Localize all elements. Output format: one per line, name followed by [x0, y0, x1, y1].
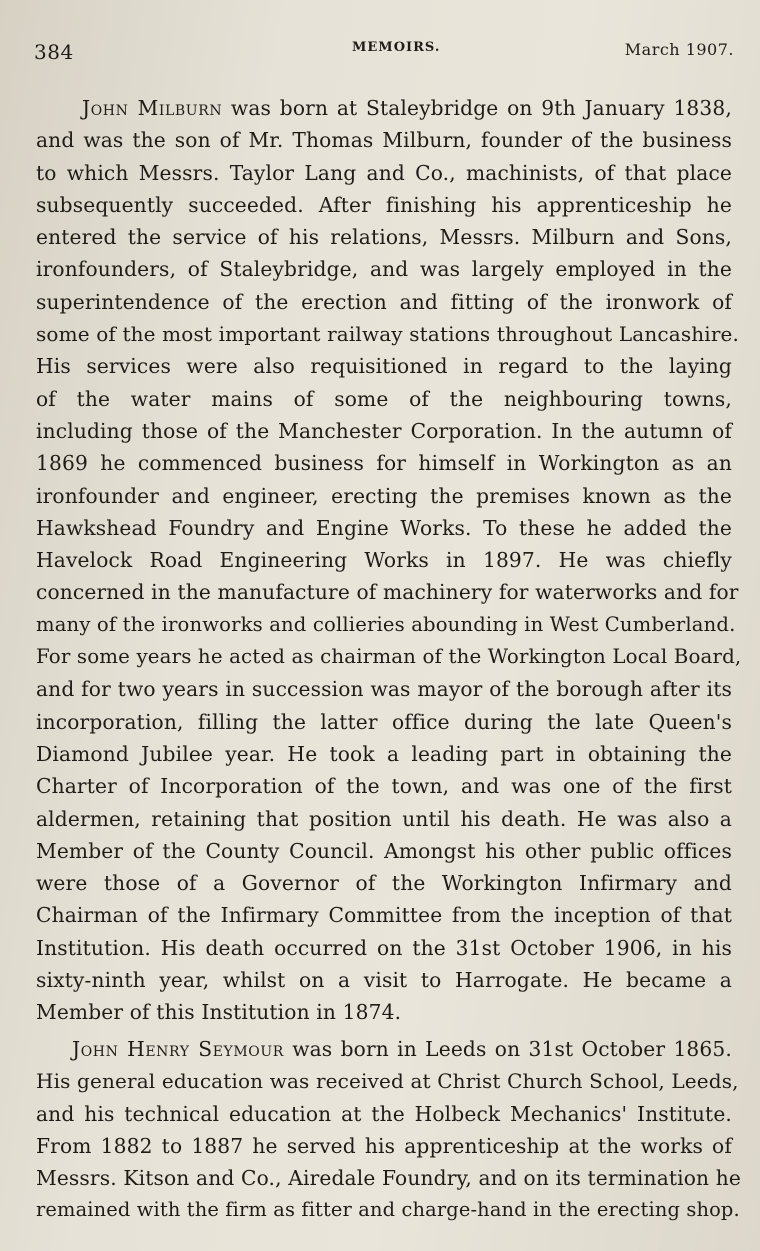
memoir-line: 1869 he commenced business for himself in Workington as an [36, 451, 732, 476]
memoir-line: many of the ironworks and collieries abounding in West Cumberland. [36, 612, 736, 636]
memoir-line: His services were also requisitioned in regard to the laying [36, 354, 732, 379]
memoir-subject-name: John Henry Seymour [72, 1037, 284, 1061]
memoir-line: to which Messrs. Taylor Lang and Co., machinists, of that place [36, 160, 732, 185]
memoir-line: were those of a Governor of the Workington Infirmary and [36, 871, 732, 896]
memoir-line: Messrs. Kitson and Co., Airedale Foundry, and on its termination he [36, 1166, 742, 1191]
running-head [34, 36, 734, 66]
memoir-line: Institution. His death occurred on the 31st October 1906, in his [36, 935, 732, 960]
memoir-line: Member of this Institution in 1874. [36, 1000, 402, 1025]
memoir-line: superintendence of the erection and fitting of the ironwork of [36, 289, 732, 314]
memoir-line: including those of the Manchester Corporation. In the autumn of [36, 418, 732, 443]
memoir-line: Diamond Jubilee year. He took a leading part in obtaining the [36, 741, 732, 766]
running-date: March 1907. [624, 40, 734, 59]
memoir-line: incorporation, filling the latter office during the late Queen's [36, 709, 732, 734]
line-text: was born at Staleybridge on 9th January 1838, [230, 96, 732, 120]
memoir-line: remained with the firm as fitter and charge-hand in the erecting shop. [36, 1198, 740, 1222]
running-title: MEMOIRS. [352, 40, 441, 55]
memoir-john-milburn [36, 92, 742, 1029]
memoir-line: Charter of Incorporation of the town, and was one of the first [36, 774, 732, 799]
line-text: was born in Leeds on 31st October 1865. [292, 1037, 732, 1061]
memoir-line: Chairman of the Infirmary Committee from the inception of that [36, 903, 732, 928]
memoir-line: subsequently succeeded. After finishing his apprenticeship he [36, 192, 732, 217]
memoir-line: some of the most important railway stations throughout Lancashire. [36, 322, 740, 347]
memoir-subject-name: John Milburn [82, 96, 223, 120]
memoir-line: concerned in the manufacture of machinery for waterworks and for [36, 580, 739, 605]
memoir-line: and his technical education at the Holbeck Mechanics' Institute. [36, 1101, 732, 1126]
memoir-line: of the water mains of some of the neighbouring towns, [36, 386, 732, 411]
memoir-line: and was the son of Mr. Thomas Milburn, founder of the business [36, 128, 732, 153]
memoir-line: Member of the County Council. Amongst his other public offices [36, 838, 732, 863]
memoir-john-henry-seymour [36, 1033, 742, 1227]
memoir-line: Havelock Road Engineering Works in 1897. He was chiefly [36, 548, 732, 573]
memoir-line: sixty-ninth year, whilst on a visit to Harrogate. He became a [36, 968, 732, 993]
memoir-line: entered the service of his relations, Messrs. Milburn and Sons, [36, 225, 732, 250]
memoir-line: His general education was received at Christ Church School, Leeds, [36, 1069, 739, 1094]
page-number: 384 [34, 40, 74, 64]
memoir-line: aldermen, retaining that position until his death. He was also a [36, 806, 732, 831]
memoir-line [36, 92, 732, 124]
memoir-line: ironfounders, of Staleybridge, and was largely employed in the [36, 257, 732, 282]
memoir-line: From 1882 to 1887 he served his apprenticeship at the works of [36, 1133, 732, 1158]
memoir-line: ironfounder and engineer, erecting the premises known as the [36, 483, 732, 508]
memoir-line: Hawkshead Foundry and Engine Works. To these he added the [36, 515, 732, 540]
memoir-line [36, 1033, 732, 1065]
memoir-line: and for two years in succession was mayor of the borough after its [36, 677, 732, 702]
memoir-line: For some years he acted as chairman of the Workington Local Board, [36, 645, 742, 669]
